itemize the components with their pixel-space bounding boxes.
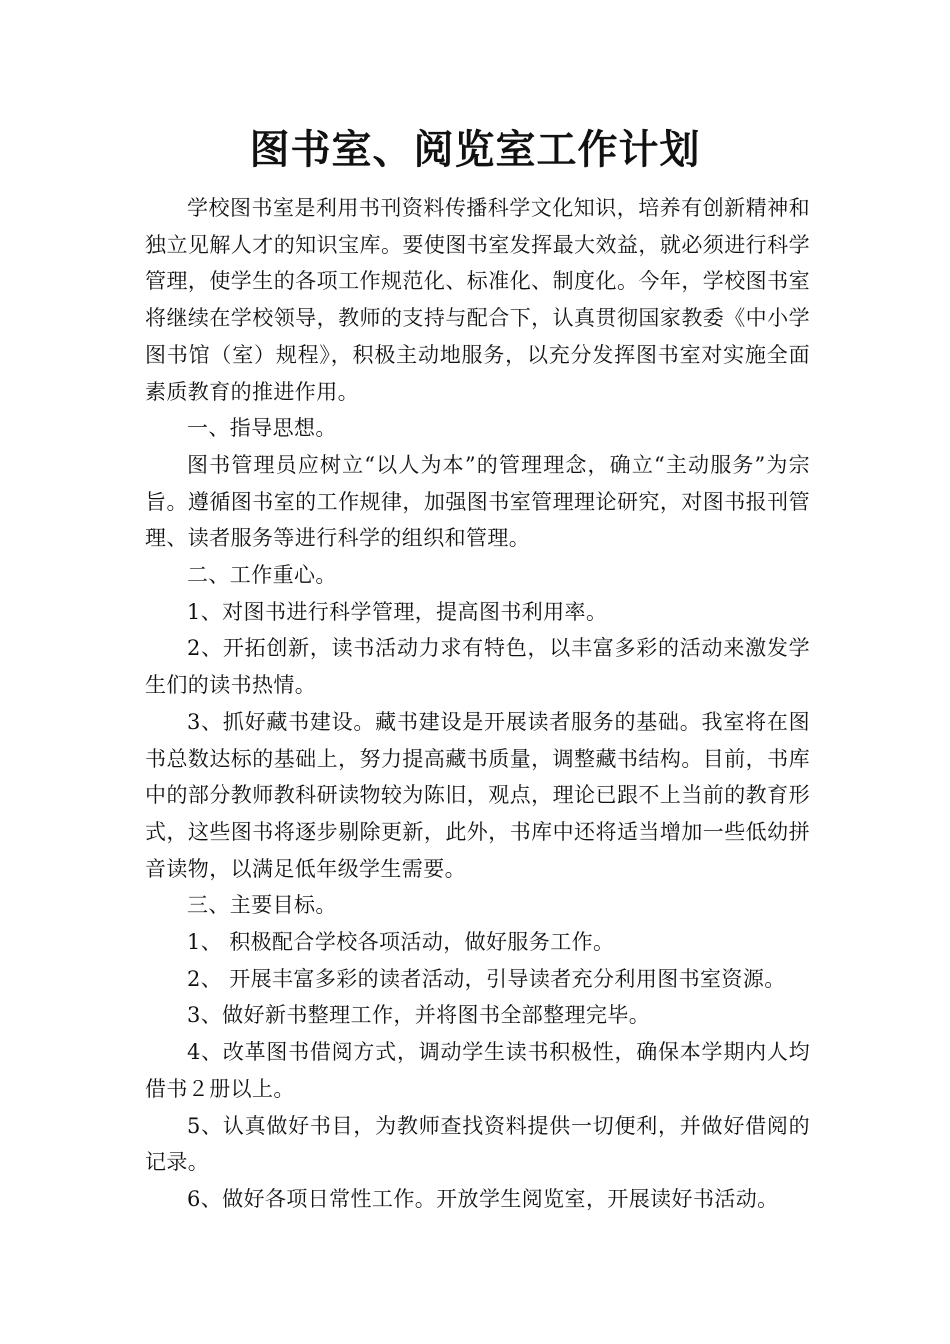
paragraph-guiding-thought: 图书管理员应树立“以人为本”的管理理念，确立“主动服务”为宗旨。遵循图书室的工作规律，加强图书室管理理论研究，对图书报刊管理、读者服务等进行科学的组织和管理。	[145, 452, 810, 551]
main-goal-item-1: 1、 积极配合学校各项活动，做好服务工作。	[187, 930, 615, 955]
section-heading-work-focus: 二、工作重心。	[187, 563, 337, 588]
section-heading-main-goals: 三、主要目标。	[187, 893, 337, 918]
document-title: 图书室、阅览室工作计划	[249, 126, 701, 173]
main-goal-item-4: 4、改革图书借阅方式，调动学生读书积极性，确保本学期内人均借书２册以上。	[145, 1040, 810, 1101]
paragraph-intro: 学校图书室是利用书刊资料传播科学文化知识，培养有创新精神和独立见解人才的知识宝库。要使图书室发挥最大效益，就必须进行科学管理，使学生的各项工作规范化、标准化、制度化。今年，学校图书室将继续在学校领导，教师的支持与配合下，认真贯彻国家教委《中小学图书馆（室）规程》，积极主动地服务，以充分发挥图书室对实施全面素质教育的推进作用。	[145, 196, 810, 404]
document-body	[145, 190, 810, 1218]
work-focus-item-2: 2、开拓创新，读书活动力求有特色，以丰富多彩的活动来激发学生们的读书热情。	[145, 636, 810, 698]
main-goal-item-3: 3、做好新书整理工作，并将图书全部整理完毕。	[187, 1003, 651, 1028]
section-heading-guiding-thought: 一、指导思想。	[187, 416, 337, 441]
work-focus-item-1: 1、对图书进行科学管理，提高图书利用率。	[187, 599, 608, 624]
work-focus-item-3: 3、抓好藏书建设。藏书建设是开展读者服务的基础。我室将在图书总数达标的基础上，努力提高藏书质量，调整藏书结构。目前，书库中的部分教师教科研读物较为陈旧，观点，理论已跟不上当前的教育形式，这些图书将逐步剔除更新，此外，书库中还将适当增加一些低幼拼音读物，以满足低年级学生需要。	[145, 709, 810, 881]
main-goal-item-6: 6、做好各项日常性工作。开放学生阅览室，开展读好书活动。	[187, 1186, 779, 1211]
main-goal-item-5: 5、认真做好书目，为教师查找资料提供一切便利，并做好借阅的记录。	[145, 1113, 810, 1175]
main-goal-item-2: 2、 开展丰富多彩的读者活动，引导读者充分利用图书室资源。	[187, 966, 786, 991]
